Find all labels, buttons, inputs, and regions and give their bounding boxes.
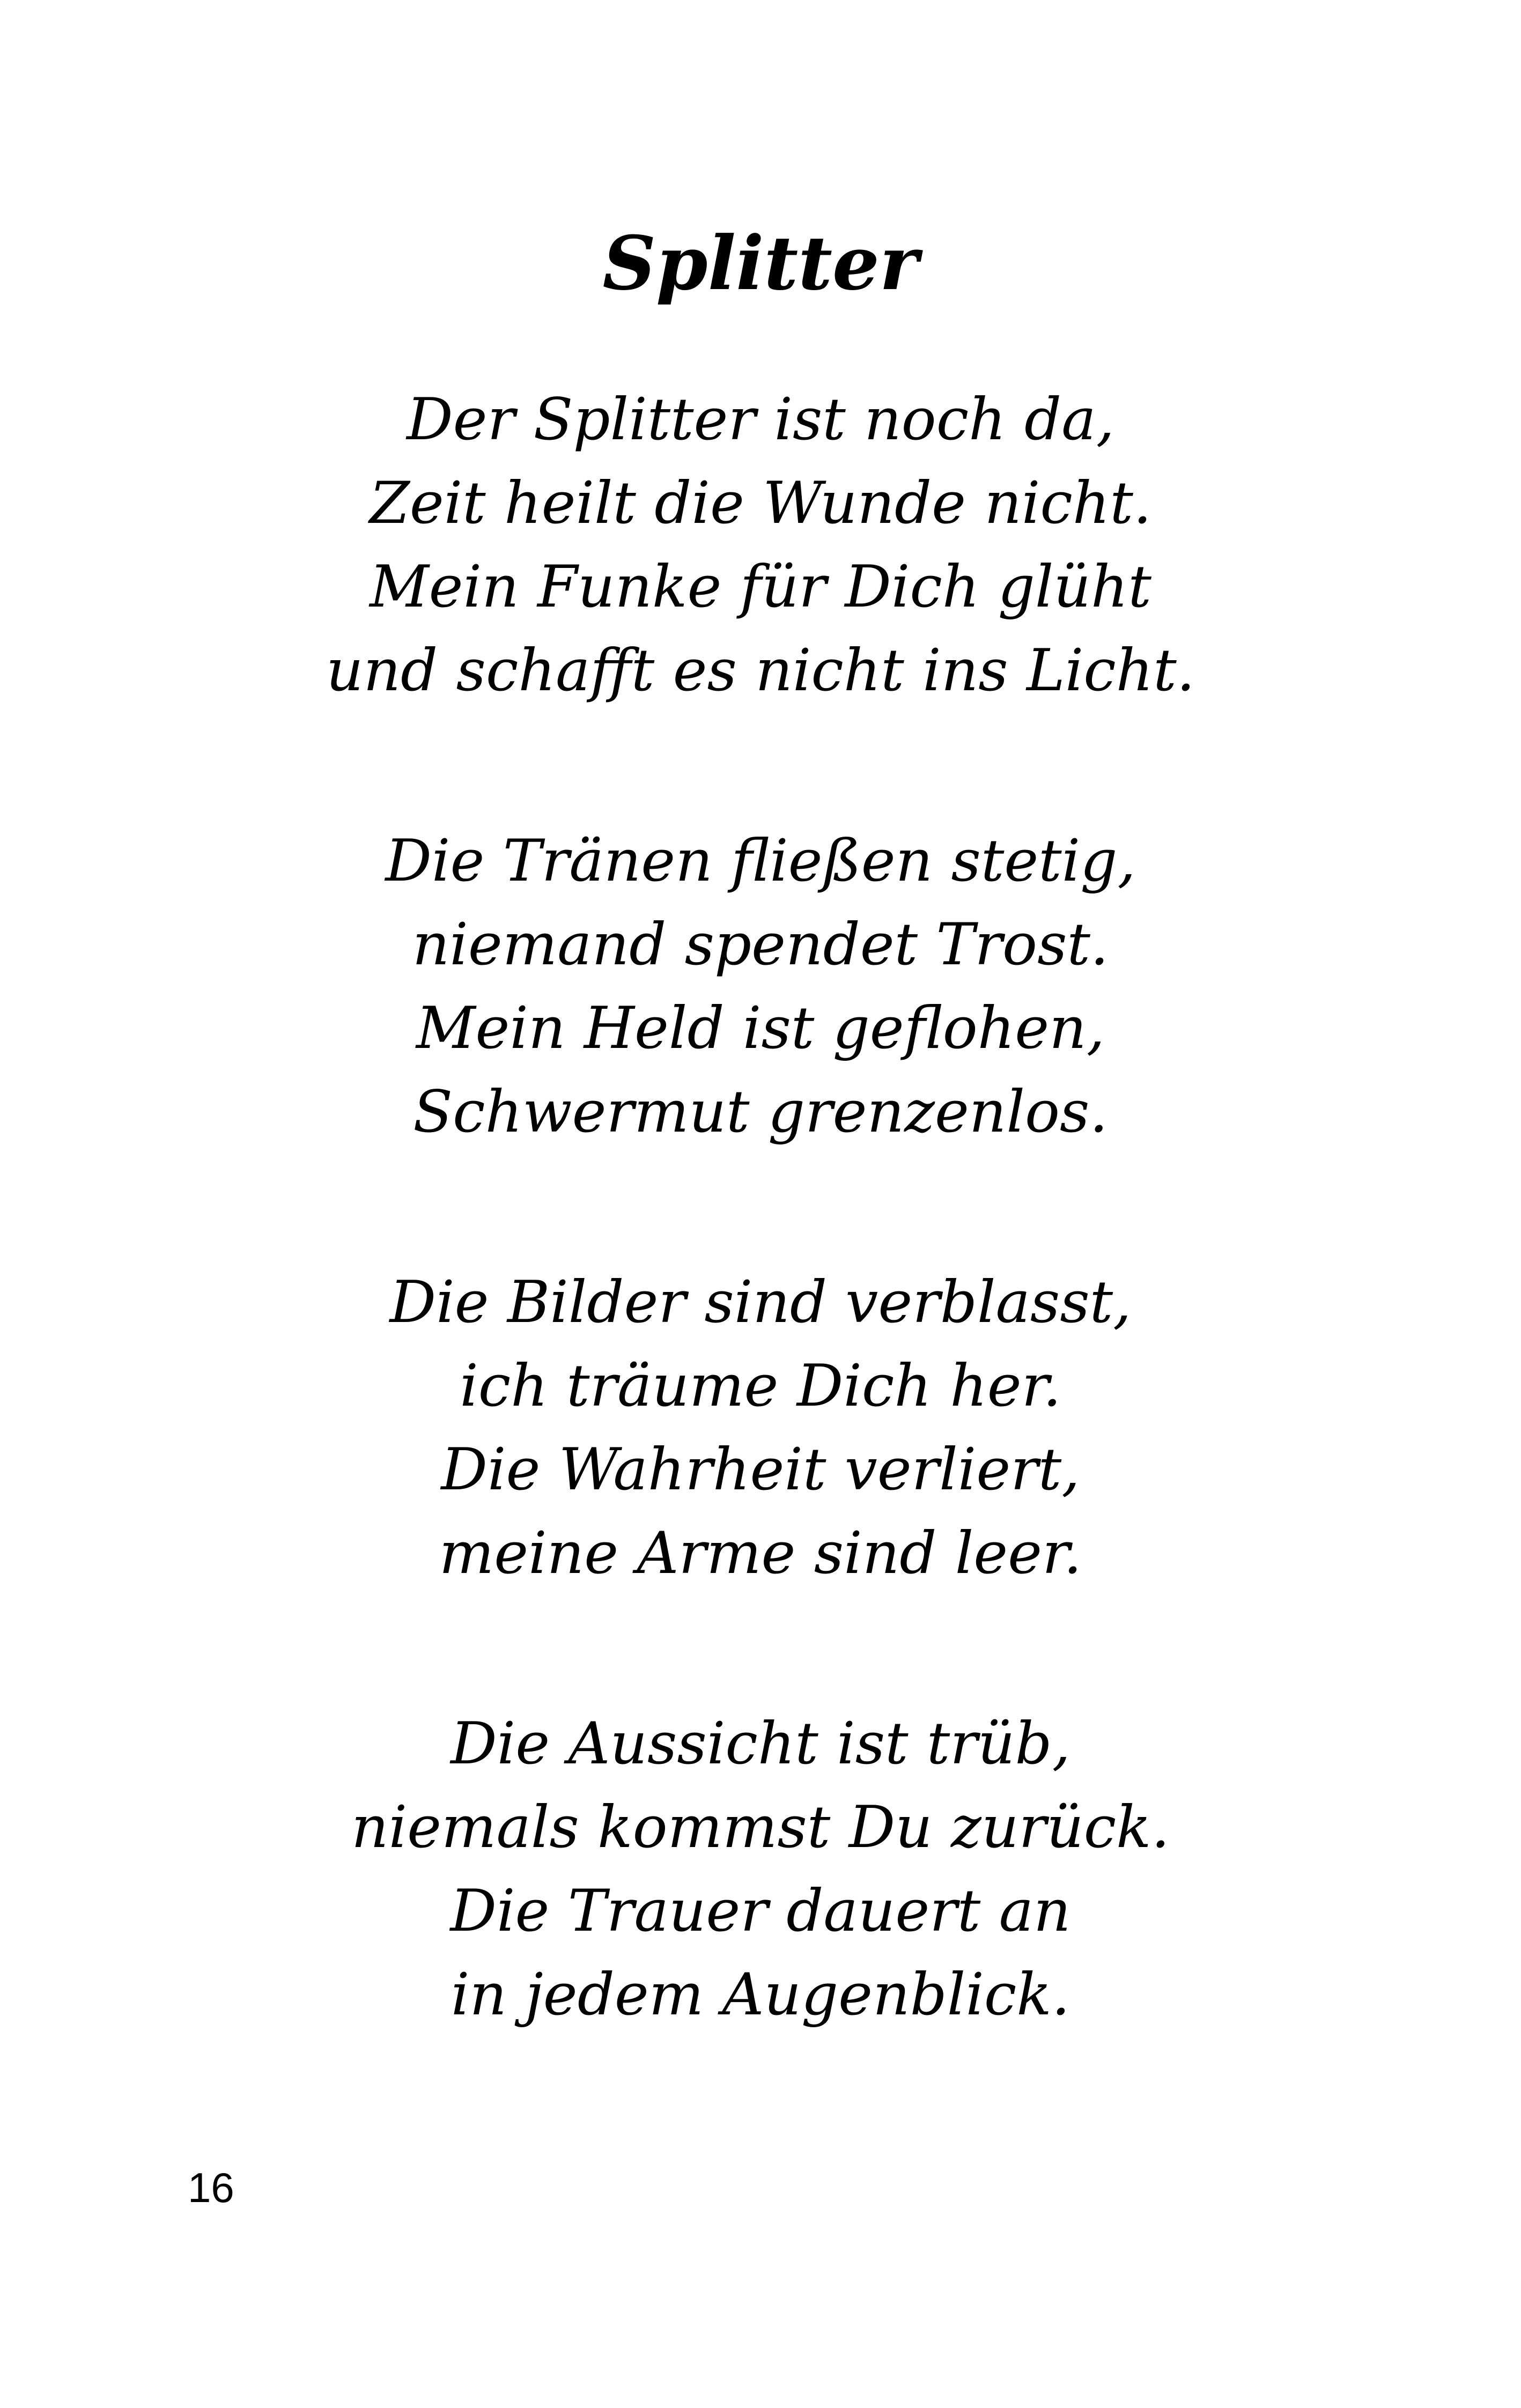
verse-line: Die Tränen fließen stetig,: [385, 828, 1136, 895]
poem-body: [0, 378, 1521, 2037]
stanza-3: [0, 1261, 1521, 1596]
verse-line: Schwermut grenzenlos.: [413, 1079, 1108, 1146]
verse-line: Die Wahrheit verliert,: [441, 1436, 1080, 1503]
page-number: 16: [188, 2164, 234, 2211]
verse-line: meine Arme sind leer.: [439, 1520, 1082, 1587]
verse-line: Der Splitter ist noch da,: [407, 386, 1114, 453]
stanza-2: [0, 819, 1521, 1154]
verse-line: Die Bilder sind verblasst,: [389, 1269, 1132, 1336]
verse-line: Die Trauer dauert an: [450, 1878, 1071, 1945]
stanza-4: [0, 1702, 1521, 2037]
stanza-1: [0, 378, 1521, 713]
verse-line: ich träume Dich her.: [460, 1353, 1061, 1420]
verse-line: und schafft es nicht ins Licht.: [326, 637, 1195, 704]
verse-line: Zeit heilt die Wunde nicht.: [369, 470, 1152, 537]
verse-line: niemals kommst Du zurück.: [351, 1794, 1170, 1861]
verse-line: niemand spendet Trost.: [412, 911, 1109, 978]
verse-line: in jedem Augenblick.: [451, 1961, 1070, 2028]
verse-line: Die Aussicht ist trüb,: [451, 1710, 1070, 1777]
verse-line: Mein Funke für Dich glüht: [370, 553, 1151, 621]
verse-line: Mein Held ist geflohen,: [416, 995, 1105, 1062]
poem-title: Splitter: [602, 219, 919, 307]
